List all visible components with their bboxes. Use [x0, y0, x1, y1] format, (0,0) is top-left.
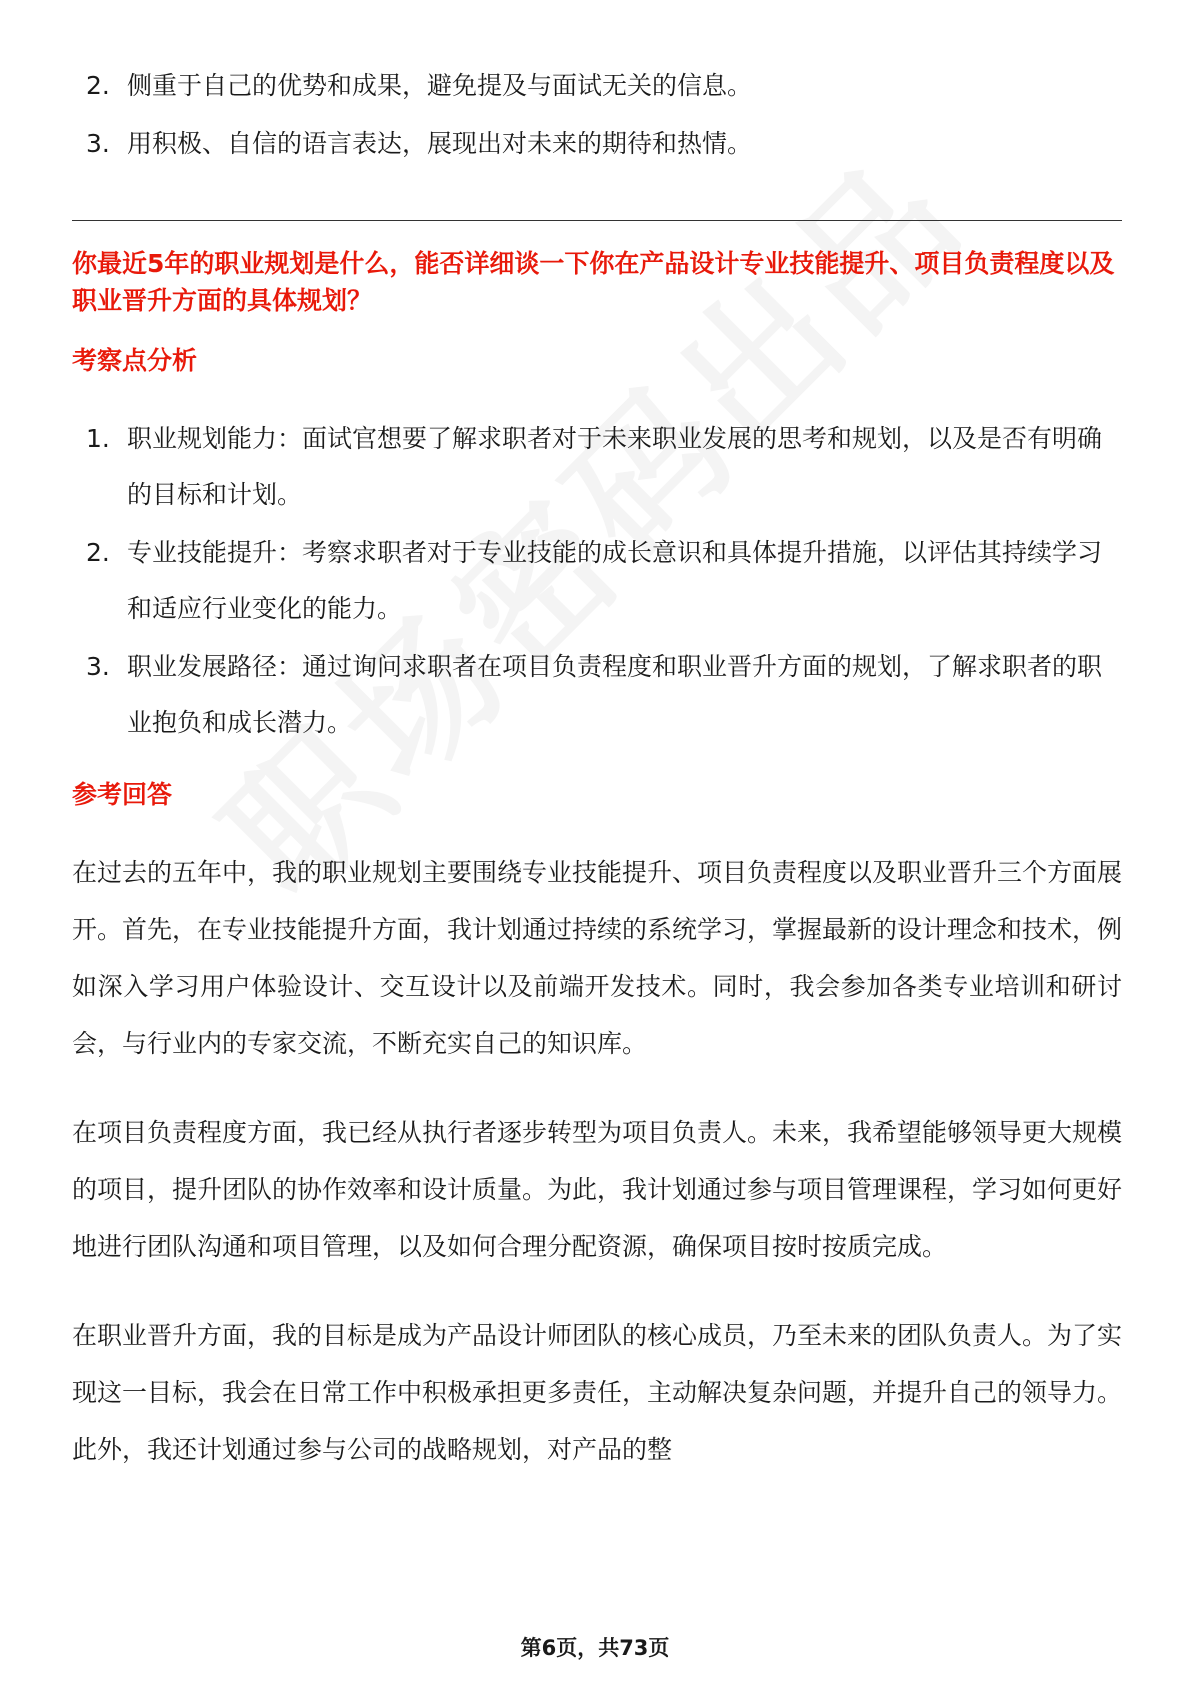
list-text: 用积极、自信的语言表达，展现出对未来的期待和热情。: [127, 129, 753, 158]
analysis-heading: 考察点分析: [72, 346, 198, 375]
section-divider: [72, 220, 1122, 221]
list-item: [72, 639, 1122, 751]
list-number: 3.: [86, 129, 110, 158]
analysis-list: [72, 411, 1122, 751]
list-number: 3.: [86, 652, 110, 681]
page-content: [72, 58, 1122, 1478]
answer-paragraph: 在项目负责程度方面，我已经从执行者逐步转型为项目负责人。未来，我希望能够领导更大规模的项目，提升团队的协作效率和设计质量。为此，我计划通过参与项目管理课程，学习如何更好地进行团队沟通和项目管理，以及如何合理分配资源，确保项目按时按质完成。: [72, 1118, 1123, 1261]
list-item: [72, 116, 1122, 172]
answer-heading: 参考回答: [72, 780, 173, 809]
list-number: 2.: [86, 538, 110, 567]
answer-paragraph: 在过去的五年中，我的职业规划主要围绕专业技能提升、项目负责程度以及职业晋升三个方面展开。首先，在专业技能提升方面，我计划通过持续的系统学习，掌握最新的设计理念和技术，例如深入学习用户体验设计、交互设计以及前端开发技术。同时，我会参加各类专业培训和研讨会，与行业内的专家交流，不断充实自己的知识库。: [72, 858, 1123, 1058]
page-number: 第6页，共73页: [520, 1636, 670, 1660]
list-text: 职业规划能力：面试官想要了解求职者对于未来职业发展的思考和规划，以及是否有明确的目标和计划。: [127, 424, 1103, 509]
list-item: [72, 525, 1122, 637]
top-list: [72, 58, 1122, 172]
list-text: 侧重于自己的优势和成果，避免提及与面试无关的信息。: [127, 71, 753, 100]
question-heading: 你最近5年的职业规划是什么，能否详细谈一下你在产品设计专业技能提升、项目负责程度以及职业晋升方面的具体规划？: [72, 249, 1115, 315]
list-text: 专业技能提升：考察求职者对于专业技能的成长意识和具体提升措施，以评估其持续学习和适应行业变化的能力。: [127, 538, 1103, 623]
list-item: [72, 411, 1122, 523]
list-item: [72, 58, 1122, 114]
list-number: 2.: [86, 71, 110, 100]
list-text: 职业发展路径：通过询问求职者在项目负责程度和职业晋升方面的规划，了解求职者的职业抱负和成长潜力。: [127, 652, 1103, 737]
answer-paragraph: 在职业晋升方面，我的目标是成为产品设计师团队的核心成员，乃至未来的团队负责人。为了实现这一目标，我会在日常工作中积极承担更多责任，主动解决复杂问题，并提升自己的领导力。此外，我还计划通过参与公司的战略规划，对产品的整: [72, 1321, 1123, 1464]
list-number: 1.: [86, 424, 110, 453]
